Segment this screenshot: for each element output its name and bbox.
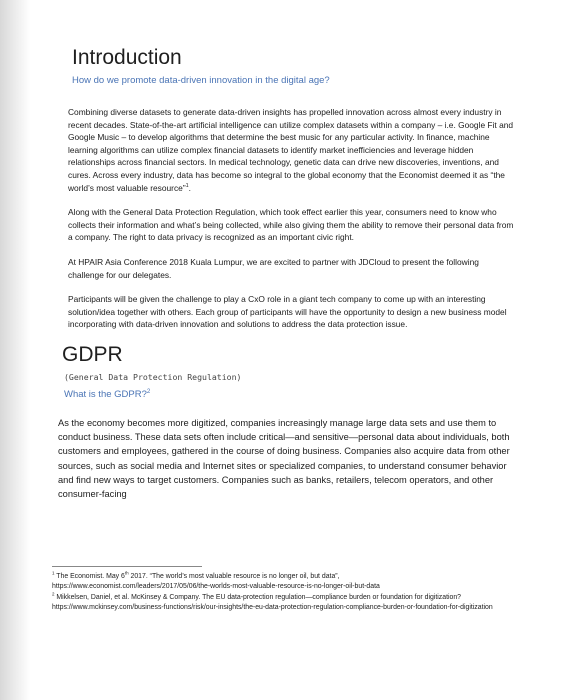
intro-paragraph-1-end: . bbox=[188, 182, 191, 193]
intro-paragraph-1 bbox=[68, 106, 517, 194]
footnote-2 bbox=[52, 593, 507, 614]
gdpr-full-name: (General Data Protection Regulation) bbox=[64, 371, 242, 382]
introduction-subheading: How do we promote data-driven innovation in the digital age? bbox=[72, 75, 330, 86]
footnote-1-text-b: 2017. “The world’s most valuable resource is no longer oil, but data”, bbox=[128, 573, 340, 580]
footnote-1-ordinal: th bbox=[124, 570, 129, 576]
footnote-divider bbox=[52, 566, 202, 567]
document-content bbox=[58, 44, 517, 501]
footnotes bbox=[52, 572, 507, 614]
footnote-1-mark: 1 bbox=[52, 570, 55, 576]
gdpr-body-paragraph: As the economy becomes more digitized, companies increasingly manage large data sets and use them to conduct business. These data sets often include critical—and sensitive—personal data about individuals, both customers and employees, gathered in the course of doing business. Companies also acquire data from other sources, such as social media and Internet sites or specialized companies, to understand consumer behavior and find new ways to target customers. Companies such as banks, retailers, telecom operators, and other consumer-facing bbox=[58, 417, 510, 499]
intro-paragraph-1-text: Combining diverse datasets to generate data-driven insights has propelled innovation across almost every industry in recent decades. State-of-the-art artificial intelligence can utilize complex datasets within a company – i.e. Google Fit and Google Music – to develop algorithms that determine the best music for any particular activity. In finance, machine learning algorithms can utilize complex financial datasets to identify market inefficiencies and leverage hidden relationships across financial sectors. In medical technology, genetic data can drive new discoveries, inventions, and cures. Across every industry, data has become so integral to the global economy that the Economist deemed it as “the world’s most valuable resource” bbox=[68, 107, 514, 193]
footnote-1 bbox=[52, 572, 507, 593]
gdpr-question-text: What is the GDPR? bbox=[64, 388, 147, 400]
footnote-1-text-a: The Economist. May 6 bbox=[54, 573, 125, 580]
gdpr-heading: GDPR bbox=[62, 342, 123, 366]
gdpr-question bbox=[64, 388, 517, 402]
intro-paragraph-2: Along with the General Data Protection Regulation, which took effect earlier this year, consumers need to know who collects their information and what’s being collected, while also giving them the ability to remove their personal data from a company. The right to data privacy is recognized as an important civic right. bbox=[68, 207, 514, 243]
footnote-2-text: Mikkelsen, Daniel, et al. McKinsey & Company. The EU data-protection regulation—compliance burden or foundation for digitization? https://www.mckinsey.com/business-functions/risk/our-insights/the-eu-data-protection-regulation-compliance-burden-or-foundation-for-digitization bbox=[52, 593, 493, 612]
footnote-2-mark: 2 bbox=[52, 591, 55, 597]
intro-paragraph-3: At HPAIR Asia Conference 2018 Kuala Lumpur, we are excited to partner with JDCloud to present the following challenge for our delegates. bbox=[68, 256, 479, 280]
intro-paragraph-4: Participants will be given the challenge to play a CxO role in a giant tech company to come up with an interesting solution/idea together with others. Each group of participants will have the opportunity to design a new business model incorporating with data-driven innovation and solutions to address the data protection issue. bbox=[68, 294, 507, 330]
footnote-1-url[interactable]: https://www.economist.com/leaders/2017/05/06/the-worlds-most-valuable-resource-is-no-longer-oil-but-data bbox=[52, 583, 380, 591]
footnote-ref-2: 2 bbox=[146, 387, 151, 395]
introduction-heading: Introduction bbox=[72, 46, 182, 69]
footnote-ref-1: 1 bbox=[185, 182, 189, 189]
